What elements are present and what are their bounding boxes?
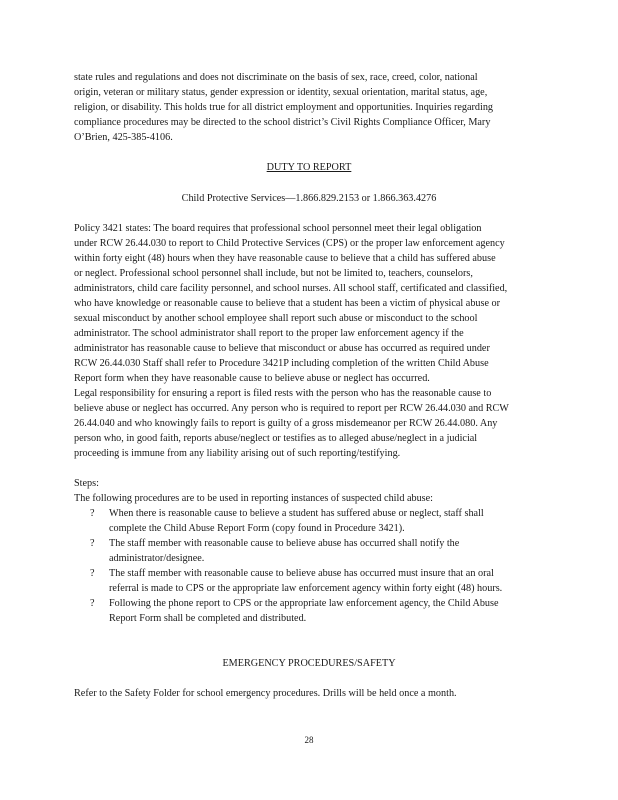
list-item — [74, 506, 550, 536]
text-line: The staff member with reasonable cause to believe abuse has occurred must insure that an oral — [109, 568, 494, 579]
safety-paragraph: Refer to the Safety Folder for school emergency procedures. Drills will be held once a month. — [74, 688, 457, 699]
text-line: proceeding is immune from any liability arising out of such reporting/testifying. — [74, 448, 401, 459]
section-title-duty-to-report: DUTY TO REPORT — [266, 162, 352, 173]
steps-intro: The following procedures are to be used in reporting instances of suspected child abuse: — [74, 493, 433, 504]
steps-label: Steps: — [74, 478, 99, 489]
policy-paragraph — [74, 221, 550, 461]
bullet-icon: ? — [90, 508, 95, 519]
text-line: believe abuse or neglect has occurred. Any person who is required to report per RCW 26.44.030 and RCW — [74, 403, 509, 414]
text-line: complete the Child Abuse Report Form (copy found in Procedure 3421). — [109, 523, 405, 534]
text-line: state rules and regulations and does not discriminate on the basis of sex, race, creed, color, national — [74, 72, 478, 83]
text-line: religion, or disability. This holds true for all district employment and opportunities. Inquiries regarding — [74, 102, 494, 113]
bullet-icon: ? — [90, 598, 95, 609]
text-line: sexual misconduct by another school employee shall report such abuse or misconduct to the school — [74, 313, 478, 324]
text-line: 26.44.040 and who knowingly fails to report is guilty of a gross misdemeanor per RCW 26.44.080. Any — [74, 418, 498, 429]
text-line: O’Brien, 425-385-4106. — [74, 132, 173, 143]
text-line: Following the phone report to CPS or the appropriate law enforcement agency, the Child Abuse — [109, 598, 499, 609]
steps-list — [74, 506, 550, 626]
section-title-emergency-procedures: EMERGENCY PROCEDURES/SAFETY — [222, 658, 396, 669]
list-item — [74, 566, 550, 596]
text-line: Report form when they have reasonable cause to believe abuse or neglect has occurred. — [74, 373, 430, 384]
text-line: administrator has reasonable cause to believe that misconduct or abuse has occurred as required under — [74, 343, 490, 354]
text-line: administrator/designee. — [109, 553, 205, 564]
text-line: administrators, child care facility personnel, and school nurses. All school staff, certificated and classified, — [74, 283, 508, 294]
cps-phone-line: Child Protective Services—1.866.829.2153 or 1.866.363.4276 — [181, 193, 437, 204]
text-line: referral is made to CPS or the appropriate law enforcement agency within forty eight (48) hours. — [109, 583, 503, 594]
text-line: origin, veteran or military status, gender expression or identity, sexual orientation, marital status, age, — [74, 87, 488, 98]
nondiscrimination-paragraph — [74, 70, 550, 145]
text-line: RCW 26.44.030 Staff shall refer to Procedure 3421P including completion of the written Child Abuse — [74, 358, 489, 369]
text-line: under RCW 26.44.030 to report to Child Protective Services (CPS) or the proper law enforcement agency — [74, 238, 505, 249]
text-line: or neglect. Professional school personnel shall include, but not be limited to, teachers, counselors, — [74, 268, 473, 279]
list-item — [74, 536, 550, 566]
bullet-icon: ? — [90, 568, 95, 579]
text-line: Legal responsibility for ensuring a report is filed rests with the person who has the reasonable cause to — [74, 388, 492, 399]
text-line: When there is reasonable cause to believe a student has suffered abuse or neglect, staff shall — [109, 508, 484, 519]
text-line: administrator. The school administrator shall report to the proper law enforcement agency if the — [74, 328, 464, 339]
text-line: Report Form shall be completed and distributed. — [109, 613, 307, 624]
list-item — [74, 596, 550, 626]
text-line: The staff member with reasonable cause to believe abuse has occurred shall notify the — [109, 538, 460, 549]
text-line: compliance procedures may be directed to the school district’s Civil Rights Compliance Officer, Mary — [74, 117, 491, 128]
text-line: person who, in good faith, reports abuse/neglect or testifies as to alleged abuse/neglect in a judicial — [74, 433, 478, 444]
text-line: who have knowledge or reasonable cause to believe that a student has been a victim of physical abuse or — [74, 298, 501, 309]
text-line: Policy 3421 states: The board requires that professional school personnel meet their legal obligation — [74, 223, 482, 234]
bullet-icon: ? — [90, 538, 95, 549]
page-number: 28 — [304, 735, 314, 745]
text-line: within forty eight (48) hours when they have reasonable cause to believe that a child has suffered abuse — [74, 253, 496, 264]
